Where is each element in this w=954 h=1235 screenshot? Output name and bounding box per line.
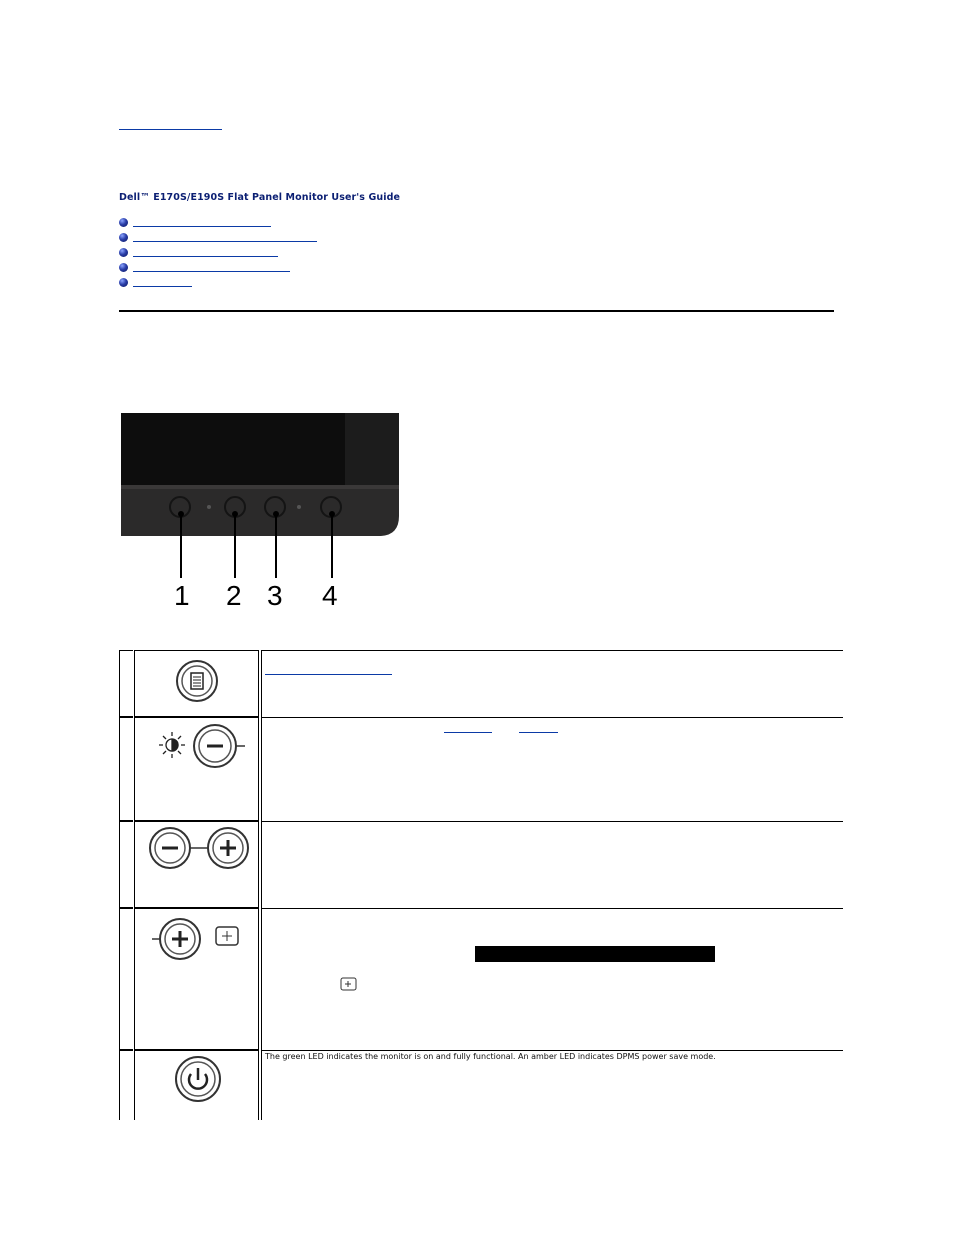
table-cell-desc (261, 821, 843, 908)
monitor-front-panel-photo (121, 413, 399, 536)
bullet-icon (119, 233, 128, 242)
callout-label-3: 3 (267, 580, 283, 611)
bullet-icon (119, 263, 128, 272)
page-title: Dell™ E170S/E190S Flat Panel Monitor User's Guide (119, 192, 401, 203)
back-link[interactable] (119, 129, 222, 130)
table-cell-desc (261, 650, 843, 717)
table-cell-index (119, 650, 133, 717)
table-cell-index (119, 821, 133, 908)
brightness-minus-icon (155, 724, 245, 770)
osd-menu-link[interactable] (265, 674, 392, 675)
minus-plus-buttons-icon (148, 826, 250, 872)
bullet-icon (119, 248, 128, 257)
section-divider (119, 310, 834, 312)
menu-button-icon (175, 657, 233, 705)
plus-auto-adjust-icon (152, 917, 244, 963)
power-led-description: The green LED indicates the monitor is on and fully functional. An amber LED indicates DPMS power save mode. (265, 1052, 716, 1061)
bullet-icon (119, 218, 128, 227)
auto-adjust-icon (340, 977, 358, 991)
callout-label-2: 2 (226, 580, 242, 611)
contrast-link[interactable] (519, 732, 558, 733)
table-cell-index (119, 1050, 133, 1120)
redacted-bar (475, 946, 715, 962)
callout-label-1: 1 (174, 580, 190, 611)
brightness-link[interactable] (444, 732, 492, 733)
table-cell-index (119, 717, 133, 821)
nav-link-4[interactable] (133, 271, 290, 272)
callout-label-4: 4 (322, 580, 338, 611)
nav-link-1[interactable] (133, 226, 271, 227)
nav-link-2[interactable] (133, 241, 317, 242)
table-cell-index (119, 908, 133, 1050)
power-button-icon (174, 1055, 222, 1103)
nav-link-5[interactable] (133, 286, 192, 287)
bullet-icon (119, 278, 128, 287)
callout-lines (121, 536, 399, 580)
nav-link-3[interactable] (133, 256, 278, 257)
